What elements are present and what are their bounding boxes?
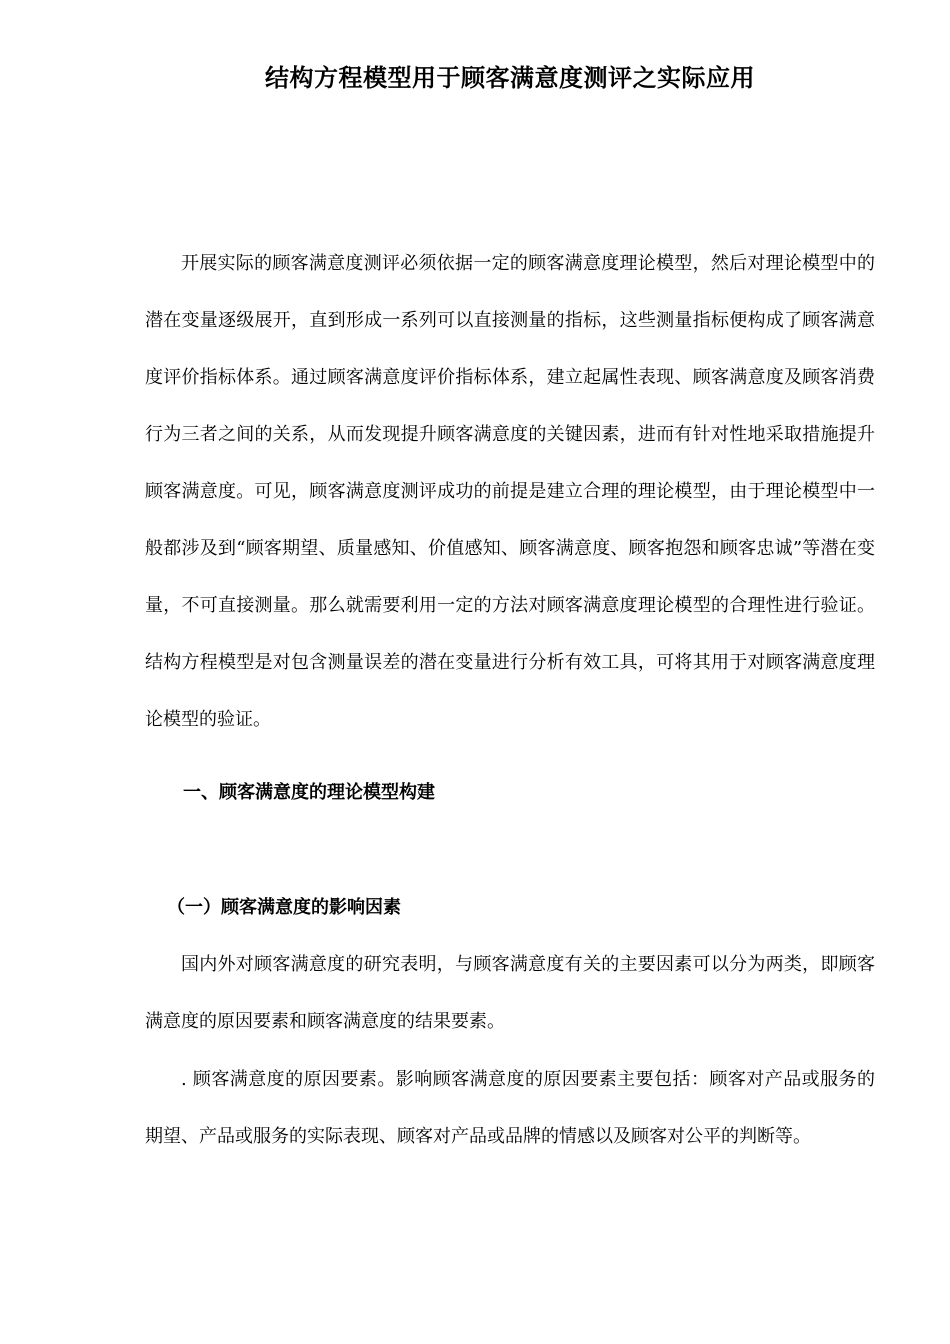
document-title: 结构方程模型用于顾客满意度测评之实际应用	[265, 64, 755, 92]
paragraph-intro: 开展实际的顾客满意度测评必须依据一定的顾客满意度理论模型，然后对理论模型中的潜在变量逐级展开，直到形成一系列可以直接测量的指标，这些测量指标便构成了顾客满意度评价指标体系。通过顾客满意度评价指标体系，建立起属性表现、顾客满意度及顾客消费行为三者之间的关系，从而发现提升顾客满意度的关键因素，进而有针对性地采取措施提升顾客满意度。可见，顾客满意度测评成功的前提是建立合理的理论模型，由于理论模型中一般都涉及到“顾客期望、质量感知、价值感知、顾客满意度、顾客抱怨和顾客忠诚”等潜在变量，不可直接测量。那么就需要利用一定的方法对顾客满意度理论模型的合理性进行验证。结构方程模型是对包含测量误差的潜在变量进行分析有效工具，可将其用于对顾客满意度理论模型的验证。	[145, 253, 875, 730]
section-heading: 一、顾客满意度的理论模型构建	[183, 782, 435, 803]
paragraph-cause-factors: . 顾客满意度的原因要素。影响顾客满意度的原因要素主要包括：顾客对产品或服务的期望、产品或服务的实际表现、顾客对产品或品牌的情感以及顾客对公平的判断等。	[145, 1069, 875, 1147]
subsection-heading: （一）顾客满意度的影响因素	[167, 897, 401, 918]
paragraph-factors: 国内外对顾客满意度的研究表明，与顾客满意度有关的主要因素可以分为两类，即顾客满意度的原因要素和顾客满意度的结果要素。	[145, 954, 875, 1032]
